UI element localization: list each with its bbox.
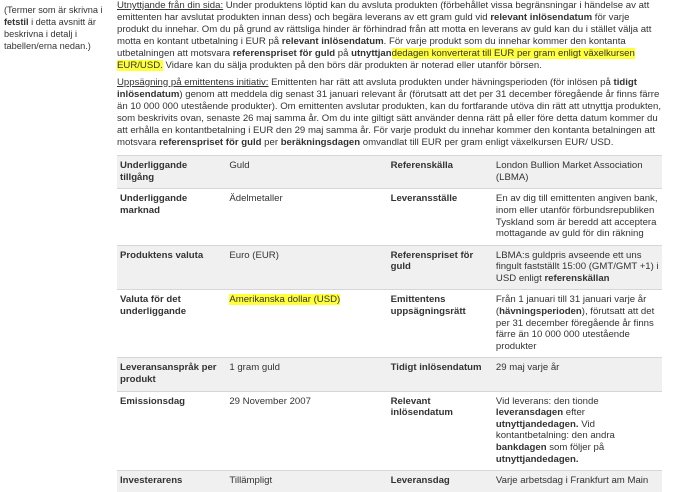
text: Emittenten har rätt att avsluta produkten under hävningsperioden (för inlösen på [268, 76, 614, 88]
label-product-currency: Produktens valuta [117, 245, 226, 290]
term: utnyttjan [351, 48, 392, 60]
label-underlying-currency: Valuta för det underliggande [117, 290, 226, 358]
termination-paragraph [117, 77, 662, 150]
text: Vid kontantbetalning: den andra [495, 418, 615, 442]
value-delivery-claim: 1 gram guld [226, 358, 387, 391]
value-underlying-currency [226, 290, 387, 358]
highlighted-text: Amerikanska dollar (USD) [229, 294, 341, 306]
term: relevant inlösendatum [490, 12, 593, 24]
value-early-redemption-date: 29 maj varje år [493, 358, 662, 391]
value-gold-reference-price [493, 245, 662, 290]
label-delivery-claim: Leveransanspråk per produkt [117, 358, 226, 391]
term: tidigt inlösendatum [117, 76, 637, 100]
term: utnyttjandedagen. [495, 418, 579, 430]
text: . För varje produkt som du innehar kommer den kontanta utbetalningen att motsvara [117, 36, 626, 60]
side-note-text-end: i detta avsnitt är beskrivna i detalj i tabellen/erna nedan.) [4, 17, 96, 51]
table-row [117, 189, 662, 245]
text: ), förutsatt att det per 31 december föregående år finns färre än 10 000 000 utestående produkter [495, 306, 655, 352]
value-relevant-redemption-date [493, 391, 662, 471]
value-issue-date: 29 November 2007 [226, 391, 387, 471]
term: relevant inlösendatum [281, 36, 384, 48]
value-issuer-termination-right [493, 290, 662, 358]
exercise-heading: Utnyttjande från din sida: [117, 0, 224, 11]
text: Under produktens löptid kan du avsluta produkten (förbehållet vissa begränsningar i händelse av att emittenten har avslutat produkten innan dess) och begära leverans av ett gram guld vid [117, 0, 650, 24]
table-row [117, 391, 662, 471]
label-gold-reference-price: Referenspriset för guld [388, 245, 493, 290]
text: Vidare kan du sälja produkten på den börs där produkten är noterad eller utanför börsen. [162, 60, 542, 72]
value-product-currency: Euro (EUR) [226, 245, 387, 290]
value-underlying-asset: Guld [226, 156, 387, 189]
table-row [117, 471, 662, 492]
label-delivery-place: Leveransställe [388, 189, 493, 245]
main-content [117, 0, 662, 492]
side-note-text: (Termer som är skrivna i [4, 5, 103, 15]
product-details-table [117, 155, 662, 492]
value-reference-source: London Bullion Market Association (LBMA) [493, 156, 662, 189]
text: Från 1 januari till 31 januari varje år ( [495, 294, 647, 318]
value-investor: Tillämpligt [226, 471, 387, 492]
label-investor: Investerarens [117, 471, 226, 492]
text: omvandlat till EUR per gram enligt växelkursen EUR/ USD. [360, 137, 614, 149]
term: hävningsperioden [499, 306, 582, 318]
text: ) genom att meddela dig senast 31 januari relevant år (förutsatt att det per 31 december föregående år finns färre än 10 000 000 utestående produkter). Om emittenten avslutar produkten, kan du fortfarande utöva din rätt att utnyttja produkten, som beskrivits ovan, senaste 26 maj samma år. Om du inte giltigt sätt använder denna rätt på eller före detta datum kommer du att erhålla en kontantbetalning i EUR den 29 maj samma år. För varje produkt du innehar kommer den kontanta betalningen att motsvara [117, 88, 661, 149]
text: Vid leverans: den tionde [495, 395, 599, 407]
table-row [117, 290, 662, 358]
text: per [261, 137, 281, 149]
text: efter [563, 407, 585, 419]
label-issue-date: Emissionsdag [117, 391, 226, 471]
table-row [117, 245, 662, 290]
label-issuer-termination-right: Emittentens uppsägningsrätt [388, 290, 493, 358]
term: referenspriset för guld [232, 48, 336, 60]
label-early-redemption-date: Tidigt inlösendatum [388, 358, 493, 391]
value-underlying-market: Ädelmetaller [226, 189, 387, 245]
label-reference-source: Referenskälla [388, 156, 493, 189]
term: referenspriset för guld [159, 137, 262, 149]
side-note [4, 4, 106, 52]
table-row [117, 358, 662, 391]
label-delivery-day: Leveransdag [388, 471, 493, 492]
text: på [335, 48, 352, 60]
label-relevant-redemption-date: Relevant inlösendatum [388, 391, 493, 471]
table-row [117, 156, 662, 189]
term: utnyttjandedagen. [495, 453, 579, 465]
value-delivery-day: Varje arbetsdag i Frankfurt am Main [493, 471, 662, 492]
highlighted-text: dedagen konverterat till EUR per gram enligt växelkursen EUR/USD. [117, 48, 635, 72]
text: som följer på [546, 442, 605, 453]
term: leveransdagen [495, 407, 564, 419]
term: beräkningsdagen [280, 137, 361, 149]
term: bankdagen [495, 442, 547, 453]
exercise-paragraph [117, 0, 662, 73]
label-underlying-market: Underliggande marknad [117, 189, 226, 245]
text: LBMA:s guldpris avseende ett uns fingult fastställt 15:00 (GMT/GMT +1) i USD enligt [495, 249, 659, 284]
termination-heading: Uppsägning på emittentens initiativ: [117, 76, 269, 88]
side-note-bold: fetstil [4, 17, 29, 27]
text: för varje produkt du innehar. Om du på grund av rättsliga hinder är förhindrad från att motta en leverans av guld kan du i stället välja att motta en kontant utbetalning i EUR på [117, 12, 652, 48]
value-delivery-place: En av dig till emittenten angiven bank, inom eller utanför förbundsrepubliken Tyskland som är beredd att acceptera mottagande av guld för din räkning [493, 189, 662, 245]
term: referenskällan [544, 272, 610, 284]
label-underlying-asset: Underliggande tillgång [117, 156, 226, 189]
